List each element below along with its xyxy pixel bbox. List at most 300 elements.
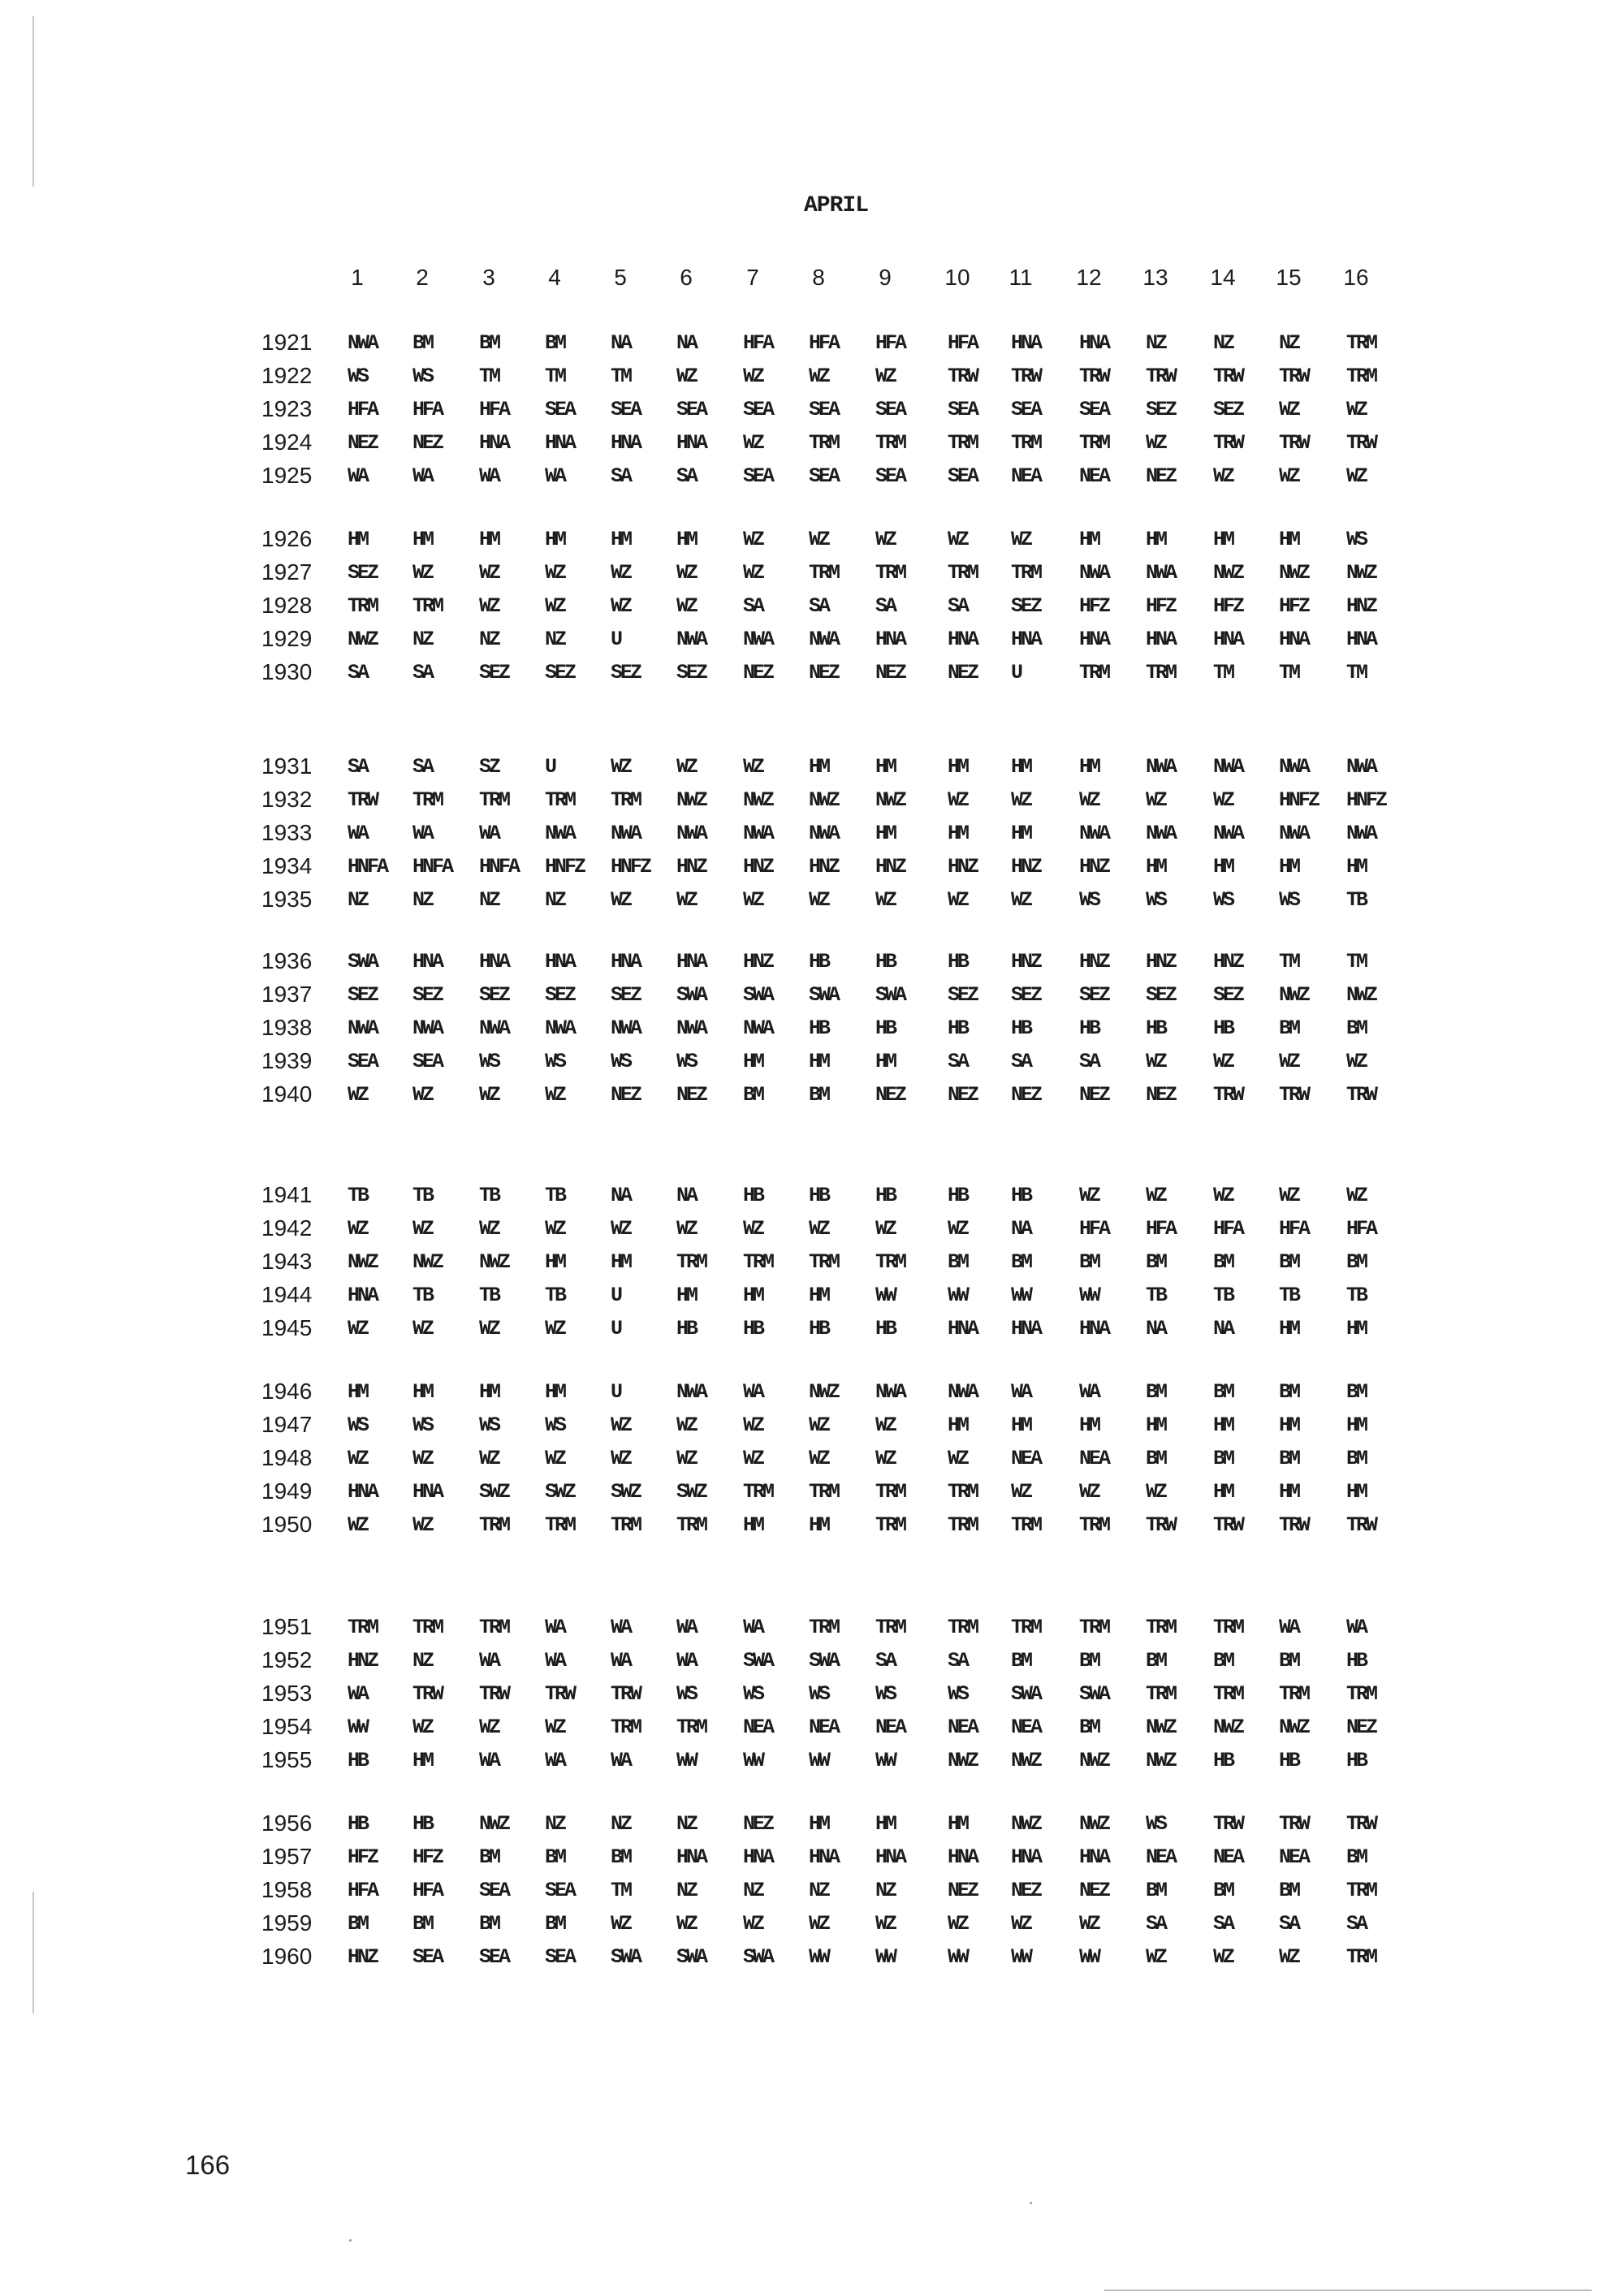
weather-code-cell: NWZ xyxy=(1011,1812,1041,1836)
weather-code-cell: HFZ xyxy=(1279,594,1309,618)
weather-code-cell: SEZ xyxy=(412,983,443,1007)
weather-code-cell: HNFZ xyxy=(611,855,650,878)
weather-code-cell: HB xyxy=(875,950,896,973)
weather-code-cell: NEZ xyxy=(676,1083,706,1107)
weather-code-cell: SA xyxy=(875,1649,896,1672)
day-header: 6 xyxy=(680,265,693,290)
weather-code-cell: WA xyxy=(611,1649,631,1672)
weather-code-cell: WZ xyxy=(743,1447,763,1470)
weather-code-cell: SA xyxy=(412,755,433,779)
weather-code-cell: BM xyxy=(545,331,565,355)
weather-code-cell: BM xyxy=(479,1845,499,1869)
weather-code-cell: BM xyxy=(1346,1447,1367,1470)
weather-code-cell: HNFA xyxy=(348,855,387,878)
weather-code-cell: WA xyxy=(479,464,499,488)
weather-code-cell: WA xyxy=(1346,1616,1367,1639)
weather-code-cell: WW xyxy=(348,1716,368,1739)
weather-code-cell: NWA xyxy=(1346,822,1376,845)
weather-code-cell: TB xyxy=(1146,1284,1166,1307)
weather-code-cell: BM xyxy=(348,1912,368,1936)
weather-code-cell: NEA xyxy=(948,1716,978,1739)
weather-code-cell: HM xyxy=(1279,528,1299,551)
weather-code-cell: HNZ xyxy=(1213,950,1243,973)
weather-code-cell: TRM xyxy=(348,1616,378,1639)
weather-code-cell: WZ xyxy=(1146,1050,1166,1073)
weather-code-cell: TB xyxy=(1346,888,1367,912)
weather-code-cell: HB xyxy=(348,1812,368,1836)
weather-code-cell: BM xyxy=(1079,1716,1099,1739)
weather-code-cell: HNA xyxy=(1079,628,1109,651)
weather-code-cell: WZ xyxy=(1011,888,1031,912)
weather-code-cell: SA xyxy=(1279,1912,1299,1936)
weather-code-cell: HFA xyxy=(1213,1217,1243,1241)
year-label: 1946 xyxy=(261,1379,313,1404)
weather-code-cell: TRM xyxy=(412,594,443,618)
weather-code-cell: HM xyxy=(743,1513,763,1537)
year-label: 1942 xyxy=(261,1215,313,1241)
weather-code-cell: HM xyxy=(1011,755,1031,779)
weather-code-cell: SEZ xyxy=(348,983,378,1007)
weather-code-cell: SWA xyxy=(809,983,839,1007)
weather-code-cell: TRW xyxy=(1146,365,1176,388)
weather-code-cell: NWA xyxy=(1213,822,1243,845)
weather-code-cell: BM xyxy=(1146,1649,1166,1672)
weather-code-cell: WA xyxy=(743,1380,763,1404)
weather-code-cell: SA xyxy=(948,594,968,618)
year-label: 1921 xyxy=(261,330,313,355)
weather-code-cell: WA xyxy=(545,464,565,488)
weather-code-cell: SWA xyxy=(743,983,773,1007)
weather-code-cell: WZ xyxy=(676,1912,697,1936)
weather-code-cell: WW xyxy=(875,1945,896,1969)
weather-code-cell: HNA xyxy=(545,950,575,973)
year-label: 1941 xyxy=(261,1182,313,1207)
weather-code-cell: HM xyxy=(1079,528,1099,551)
weather-code-cell: HM xyxy=(1011,822,1031,845)
weather-code-cell: BM xyxy=(1279,1447,1299,1470)
weather-code-cell: TRM xyxy=(1146,661,1176,684)
weather-code-cell: NA xyxy=(1011,1217,1031,1241)
weather-code-cell: WZ xyxy=(1213,1184,1233,1207)
weather-code-cell: SEA xyxy=(809,398,839,421)
weather-code-cell: TM xyxy=(1279,661,1299,684)
weather-code-cell: WS xyxy=(809,1682,829,1706)
weather-code-cell: WZ xyxy=(948,888,968,912)
weather-code-cell: HFZ xyxy=(1146,594,1176,618)
weather-code-cell: WZ xyxy=(948,1912,968,1936)
weather-code-cell: U xyxy=(1011,661,1021,684)
weather-code-cell: HM xyxy=(948,755,968,779)
weather-code-cell: WZ xyxy=(545,1217,565,1241)
weather-code-cell: WZ xyxy=(743,888,763,912)
day-header: 8 xyxy=(812,265,825,290)
weather-code-cell: WZ xyxy=(545,1447,565,1470)
weather-code-cell: WA xyxy=(611,1616,631,1639)
weather-code-cell: SEA xyxy=(743,464,773,488)
weather-code-cell: NWZ xyxy=(1279,1716,1309,1739)
weather-code-cell: HM xyxy=(1146,855,1166,878)
weather-code-cell: NZ xyxy=(676,1879,697,1902)
weather-code-cell: WZ xyxy=(479,1217,499,1241)
weather-code-cell: TRW xyxy=(1213,1083,1243,1107)
weather-code-cell: WZ xyxy=(1279,1050,1299,1073)
weather-code-cell: TRW xyxy=(1346,431,1376,455)
weather-code-cell: HNA xyxy=(611,950,641,973)
weather-code-cell: SEZ xyxy=(545,661,575,684)
weather-code-cell: HNZ xyxy=(948,855,978,878)
weather-code-cell: TRM xyxy=(809,431,839,455)
weather-code-cell: WS xyxy=(1146,1812,1166,1836)
weather-code-cell: WZ xyxy=(875,888,896,912)
weather-code-cell: WZ xyxy=(348,1083,368,1107)
weather-code-cell: TRW xyxy=(1279,1083,1309,1107)
weather-code-cell: NZ xyxy=(412,888,433,912)
weather-code-cell: HM xyxy=(1079,755,1099,779)
weather-code-cell: TRW xyxy=(1146,1513,1176,1537)
weather-code-cell: NEZ xyxy=(1346,1716,1376,1739)
weather-code-cell: WA xyxy=(611,1749,631,1772)
weather-code-cell: HNA xyxy=(479,431,509,455)
weather-code-cell: HFA xyxy=(1279,1217,1309,1241)
weather-code-cell: WS xyxy=(545,1413,565,1437)
weather-code-cell: NEA xyxy=(1213,1845,1243,1869)
weather-code-cell: TM xyxy=(479,365,499,388)
weather-code-cell: HFA xyxy=(948,331,978,355)
weather-code-cell: TRM xyxy=(1079,1513,1109,1537)
weather-code-cell: HNA xyxy=(1346,628,1376,651)
weather-code-cell: WZ xyxy=(348,1447,368,1470)
weather-code-cell: SA xyxy=(875,594,896,618)
weather-code-cell: BM xyxy=(1146,1250,1166,1274)
weather-code-cell: WZ xyxy=(1279,1184,1299,1207)
weather-code-cell: SA xyxy=(1213,1912,1233,1936)
weather-code-cell: NEA xyxy=(1079,1447,1109,1470)
weather-code-cell: TRM xyxy=(948,1480,978,1504)
weather-code-cell: SEZ xyxy=(479,661,509,684)
weather-code-cell: WZ xyxy=(412,1317,433,1340)
weather-code-cell: NWZ xyxy=(1079,1812,1109,1836)
weather-code-cell: WZ xyxy=(1079,788,1099,812)
weather-code-cell: NEZ xyxy=(743,661,773,684)
weather-code-cell: WA xyxy=(545,1616,565,1639)
weather-code-cell: TRM xyxy=(1079,431,1109,455)
year-label: 1954 xyxy=(261,1714,313,1739)
weather-code-cell: TB xyxy=(479,1184,499,1207)
year-label: 1953 xyxy=(261,1681,313,1706)
weather-code-cell: WS xyxy=(348,365,368,388)
weather-code-cell: NWA xyxy=(676,822,706,845)
weather-code-cell: TRM xyxy=(1213,1616,1243,1639)
weather-code-cell: BM xyxy=(545,1845,565,1869)
weather-code-cell: TRM xyxy=(875,1250,905,1274)
weather-code-cell: BM xyxy=(1279,1879,1299,1902)
weather-code-cell: HFA xyxy=(479,398,509,421)
weather-code-cell: NEA xyxy=(875,1716,905,1739)
weather-code-cell: TRM xyxy=(545,788,575,812)
weather-code-cell: BM xyxy=(1079,1250,1099,1274)
weather-code-cell: SWZ xyxy=(611,1480,641,1504)
weather-code-cell: TRW xyxy=(1346,1083,1376,1107)
weather-code-cell: WS xyxy=(948,1682,968,1706)
weather-code-cell: HNZ xyxy=(676,855,706,878)
weather-code-cell: NWA xyxy=(1079,822,1109,845)
weather-code-cell: HM xyxy=(412,1749,433,1772)
weather-code-cell: SWA xyxy=(611,1945,641,1969)
weather-code-cell: WW xyxy=(1079,1284,1099,1307)
year-label: 1934 xyxy=(261,853,313,878)
weather-code-cell: TB xyxy=(1346,1284,1367,1307)
weather-code-cell: SEZ xyxy=(1011,983,1041,1007)
weather-code-cell: WZ xyxy=(479,1083,499,1107)
weather-code-cell: HM xyxy=(1011,1413,1031,1437)
weather-code-cell: NWA xyxy=(1146,755,1176,779)
weather-code-cell: HNZ xyxy=(348,1945,378,1969)
weather-code-cell: SEZ xyxy=(479,983,509,1007)
weather-code-cell: TB xyxy=(412,1284,433,1307)
weather-code-cell: HB xyxy=(809,950,829,973)
weather-code-cell: NEZ xyxy=(948,1083,978,1107)
weather-code-cell: TRW xyxy=(611,1682,641,1706)
year-label: 1929 xyxy=(261,626,313,651)
weather-code-cell: BM xyxy=(1146,1447,1166,1470)
weather-code-cell: NEZ xyxy=(1079,1083,1109,1107)
weather-code-cell: WZ xyxy=(1079,1480,1099,1504)
weather-code-cell: BM xyxy=(479,1912,499,1936)
weather-code-cell: NWA xyxy=(676,1016,706,1040)
day-header: 4 xyxy=(548,265,561,290)
weather-code-cell: SWA xyxy=(743,1649,773,1672)
weather-code-cell: NEZ xyxy=(1011,1879,1041,1902)
weather-code-cell: NWA xyxy=(676,628,706,651)
weather-code-cell: WZ xyxy=(676,755,697,779)
weather-code-cell: WZ xyxy=(412,1083,433,1107)
weather-code-cell: NA xyxy=(676,331,697,355)
weather-code-cell: HNA xyxy=(1011,628,1041,651)
weather-code-cell: TRM xyxy=(412,788,443,812)
weather-code-cell: HM xyxy=(1213,1413,1233,1437)
weather-code-cell: NEZ xyxy=(875,661,905,684)
weather-code-cell: WZ xyxy=(743,365,763,388)
weather-code-cell: NWA xyxy=(412,1016,443,1040)
weather-code-cell: TRM xyxy=(948,561,978,585)
weather-code-cell: WZ xyxy=(1213,1945,1233,1969)
weather-code-cell: HM xyxy=(1146,1413,1166,1437)
year-label: 1945 xyxy=(261,1315,313,1340)
year-label: 1948 xyxy=(261,1445,313,1470)
weather-code-cell: WZ xyxy=(1146,788,1166,812)
weather-code-cell: SA xyxy=(1079,1050,1099,1073)
weather-code-cell: TRW xyxy=(1213,1812,1243,1836)
weather-code-cell: TRW xyxy=(1213,431,1243,455)
weather-code-cell: NWA xyxy=(1346,755,1376,779)
weather-code-cell: HB xyxy=(809,1184,829,1207)
weather-code-cell: NEZ xyxy=(1079,1879,1109,1902)
weather-code-cell: NEZ xyxy=(348,431,378,455)
weather-code-cell: NEA xyxy=(743,1716,773,1739)
weather-code-cell: TRM xyxy=(1079,661,1109,684)
weather-code-cell: SEZ xyxy=(676,661,706,684)
weather-code-cell: WZ xyxy=(676,888,697,912)
weather-code-cell: BM xyxy=(1213,1649,1233,1672)
weather-code-cell: NA xyxy=(1213,1317,1233,1340)
year-label: 1939 xyxy=(261,1048,313,1073)
year-label: 1937 xyxy=(261,982,313,1007)
year-label: 1957 xyxy=(261,1844,313,1869)
weather-code-cell: SEA xyxy=(545,1879,575,1902)
weather-code-cell: WZ xyxy=(875,1217,896,1241)
weather-code-cell: NEZ xyxy=(1011,1083,1041,1107)
bottom-edge-line xyxy=(1104,2290,1592,2291)
weather-code-cell: TRM xyxy=(743,1250,773,1274)
weather-code-cell: NZ xyxy=(348,888,368,912)
weather-code-cell: HNZ xyxy=(1146,950,1176,973)
weather-code-cell: HM xyxy=(809,1812,829,1836)
weather-code-cell: NWZ xyxy=(1346,983,1376,1007)
weather-code-cell: WS xyxy=(1346,528,1367,551)
weather-code-cell: WA xyxy=(545,1749,565,1772)
weather-code-cell: HM xyxy=(479,528,499,551)
weather-code-cell: NWZ xyxy=(1346,561,1376,585)
weather-code-cell: BM xyxy=(1146,1879,1166,1902)
weather-code-cell: NWZ xyxy=(809,788,839,812)
weather-code-cell: HM xyxy=(743,1284,763,1307)
weather-code-cell: WZ xyxy=(1146,1945,1166,1969)
weather-code-cell: HM xyxy=(809,1284,829,1307)
weather-code-cell: TRM xyxy=(875,1480,905,1504)
weather-code-cell: TRW xyxy=(948,365,978,388)
weather-code-cell: TB xyxy=(545,1184,565,1207)
weather-code-cell: NEA xyxy=(1011,1447,1041,1470)
year-label: 1944 xyxy=(261,1282,313,1307)
weather-code-cell: HB xyxy=(412,1812,433,1836)
weather-code-cell: HM xyxy=(676,1284,697,1307)
weather-code-cell: HB xyxy=(1213,1749,1233,1772)
weather-code-cell: WW xyxy=(809,1749,829,1772)
weather-code-cell: TRM xyxy=(875,431,905,455)
weather-code-cell: SEA xyxy=(676,398,706,421)
weather-code-cell: WZ xyxy=(611,561,631,585)
weather-code-cell: NWZ xyxy=(1146,1716,1176,1739)
year-label: 1925 xyxy=(261,463,313,488)
weather-code-cell: HNA xyxy=(875,628,905,651)
weather-code-cell: TRW xyxy=(1346,1812,1376,1836)
weather-code-cell: NWA xyxy=(743,1016,773,1040)
weather-code-cell: NEA xyxy=(1011,1716,1041,1739)
weather-code-cell: SEZ xyxy=(348,561,378,585)
weather-code-cell: BM xyxy=(1279,1250,1299,1274)
weather-code-cell: NA xyxy=(611,1184,631,1207)
weather-code-cell: NZ xyxy=(676,1812,697,1836)
weather-code-cell: SA xyxy=(1146,1912,1166,1936)
weather-code-cell: TRM xyxy=(809,1250,839,1274)
weather-code-cell: SA xyxy=(1346,1912,1367,1936)
weather-code-cell: NEA xyxy=(1079,464,1109,488)
weather-code-cell: BM xyxy=(1279,1649,1299,1672)
weather-code-cell: HM xyxy=(348,528,368,551)
weather-code-cell: NZ xyxy=(1213,331,1233,355)
left-margin-line xyxy=(32,16,34,187)
weather-code-cell: TRW xyxy=(1213,365,1243,388)
year-label: 1923 xyxy=(261,396,313,421)
weather-code-cell: SEA xyxy=(875,398,905,421)
weather-code-cell: WA xyxy=(1279,1616,1299,1639)
weather-code-cell: HFA xyxy=(1346,1217,1376,1241)
weather-code-cell: SEZ xyxy=(1213,983,1243,1007)
weather-code-cell: TRM xyxy=(676,1250,706,1274)
weather-code-cell: SEA xyxy=(1079,398,1109,421)
weather-code-cell: NWA xyxy=(809,628,839,651)
weather-code-cell: HNA xyxy=(545,431,575,455)
year-label: 1927 xyxy=(261,559,313,585)
weather-code-cell: HM xyxy=(875,755,896,779)
weather-code-cell: NEZ xyxy=(809,661,839,684)
weather-code-cell: TRM xyxy=(948,1616,978,1639)
weather-code-cell: HNA xyxy=(1011,1317,1041,1340)
weather-code-cell: WZ xyxy=(743,1413,763,1437)
weather-code-cell: TRW xyxy=(1279,1513,1309,1537)
year-label: 1940 xyxy=(261,1081,313,1107)
day-header: 2 xyxy=(416,265,429,290)
weather-code-cell: NWZ xyxy=(1213,1716,1243,1739)
weather-code-cell: NWZ xyxy=(809,1380,839,1404)
weather-code-cell: HNFZ xyxy=(1279,788,1319,812)
weather-code-cell: HM xyxy=(1346,1317,1367,1340)
weather-code-cell: NWA xyxy=(1146,561,1176,585)
weather-code-cell: NZ xyxy=(611,1812,631,1836)
weather-code-cell: WW xyxy=(875,1284,896,1307)
weather-code-cell: NZ xyxy=(545,888,565,912)
year-label: 1943 xyxy=(261,1249,313,1274)
weather-code-cell: WZ xyxy=(948,528,968,551)
weather-code-cell: WA xyxy=(676,1649,697,1672)
weather-code-cell: HM xyxy=(1213,1480,1233,1504)
weather-code-cell: TRW xyxy=(1279,1812,1309,1836)
weather-code-cell: TRM xyxy=(611,788,641,812)
weather-code-cell: SEA xyxy=(545,398,575,421)
weather-code-cell: WZ xyxy=(676,594,697,618)
weather-code-cell: WZ xyxy=(1279,464,1299,488)
weather-code-cell: NZ xyxy=(412,628,433,651)
weather-code-cell: NEA xyxy=(1146,1845,1176,1869)
weather-code-cell: WZ xyxy=(611,594,631,618)
weather-code-cell: SEZ xyxy=(1079,983,1109,1007)
weather-code-cell: NWA xyxy=(1279,755,1309,779)
weather-code-cell: HM xyxy=(1279,1480,1299,1504)
weather-code-cell: HM xyxy=(809,1050,829,1073)
year-label: 1928 xyxy=(261,593,313,618)
weather-code-cell: WZ xyxy=(676,365,697,388)
weather-code-cell: TRM xyxy=(412,1616,443,1639)
weather-code-cell: NEZ xyxy=(1146,464,1176,488)
weather-code-cell: TM xyxy=(1279,950,1299,973)
weather-code-cell: NEZ xyxy=(412,431,443,455)
weather-code-cell: TM xyxy=(1346,661,1367,684)
weather-code-cell: NZ xyxy=(545,628,565,651)
weather-code-cell: WZ xyxy=(412,561,433,585)
weather-code-cell: WZ xyxy=(1346,398,1367,421)
weather-code-cell: HB xyxy=(809,1016,829,1040)
weather-code-cell: SWA xyxy=(1079,1682,1109,1706)
weather-code-cell: WZ xyxy=(479,594,499,618)
weather-code-cell: WA xyxy=(1011,1380,1031,1404)
weather-code-cell: NZ xyxy=(1279,331,1299,355)
weather-code-cell: NWZ xyxy=(948,1749,978,1772)
weather-code-cell: HM xyxy=(545,1380,565,1404)
weather-code-cell: WZ xyxy=(1011,1912,1031,1936)
weather-code-cell: NWZ xyxy=(1011,1749,1041,1772)
weather-code-cell: HM xyxy=(1146,528,1166,551)
weather-code-cell: HB xyxy=(875,1184,896,1207)
